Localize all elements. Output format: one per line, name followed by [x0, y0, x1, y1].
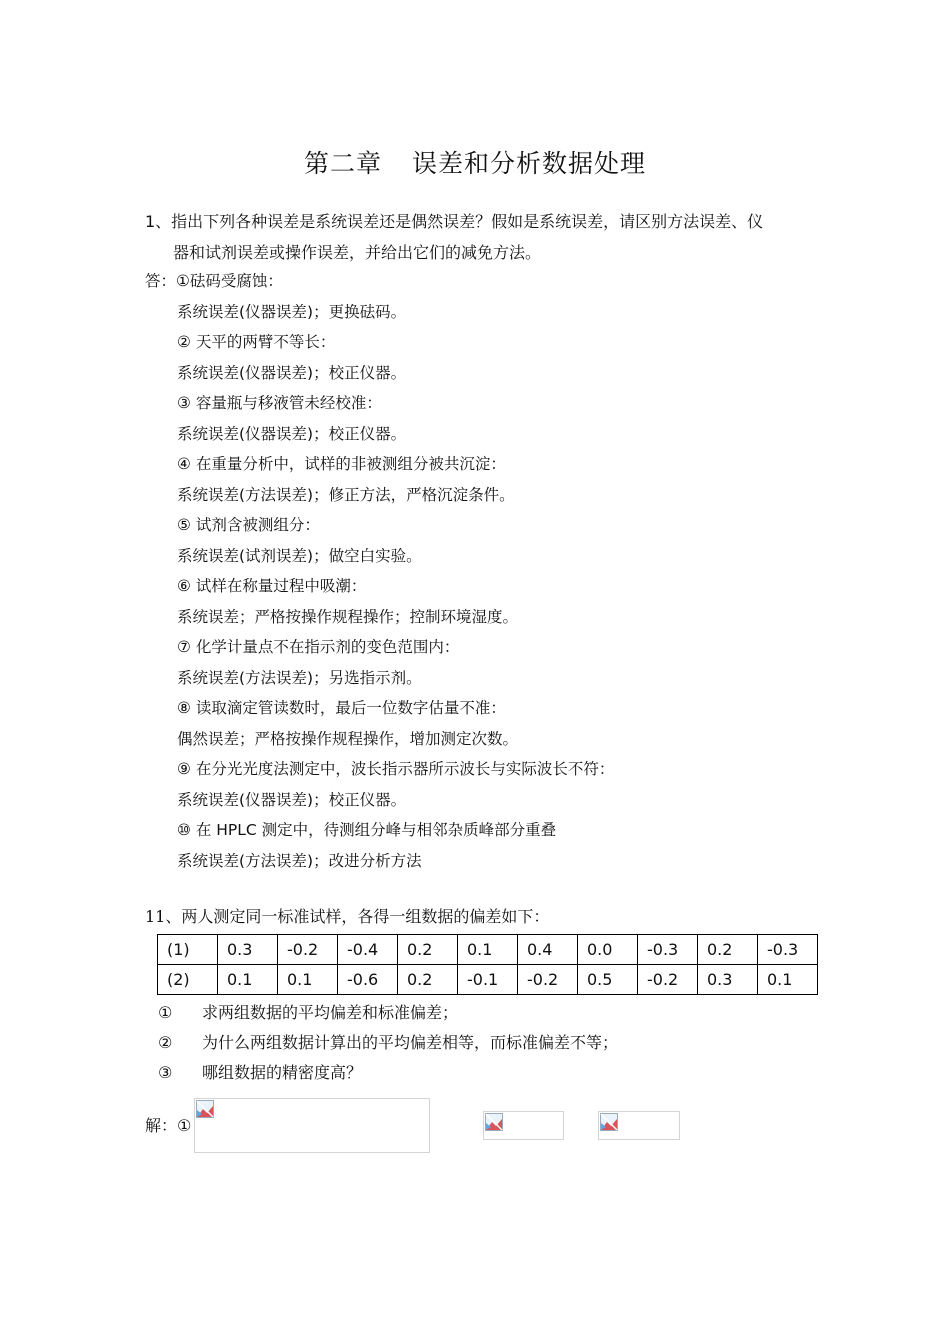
answer-item-5-answer: 系统误差(试剂误差)；做空白实验。 [177, 546, 422, 565]
chapter-name: 误差和分析数据处理 [412, 149, 647, 178]
answer-item-10-answer: 系统误差(方法误差)；改进分析方法 [177, 851, 422, 870]
answer-item-3-answer: 系统误差(仪器误差)；校正仪器。 [177, 424, 407, 443]
table-cell: (1) [158, 935, 218, 965]
table-cell: -0.4 [338, 935, 398, 965]
table-cell: 0.3 [698, 965, 758, 995]
question-11-text: 、两人测定同一标准试样，各得一组数据的偏差如下： [165, 907, 550, 926]
formula-image-2 [483, 1111, 564, 1140]
table-cell: -0.3 [758, 935, 818, 965]
answer-item-2-question: ② 天平的两臂不等长： [177, 333, 336, 351]
table-cell: 0.2 [698, 935, 758, 965]
answer-item-1-answer: 系统误差(仪器误差)；更换砝码。 [177, 302, 407, 321]
question-11 [145, 904, 549, 930]
answer-item-4-question: ④ 在重量分析中，试样的非被测组分被共沉淀： [177, 455, 506, 473]
chapter-number: 第二章 [303, 149, 382, 178]
subquestion-2: ② 为什么两组数据计算出的平均偏差相等，而标准偏差不等； [158, 1033, 619, 1052]
answer-item-10-question: ⑩ 在 HPLC 测定中，待测组分峰与相邻杂质峰部分重叠 [177, 821, 557, 839]
question-1 [145, 206, 810, 268]
solution-label: 解：① [145, 1116, 192, 1135]
question-1-line-2: 器和试剂误差或操作误差，并给出它们的减免方法。 [173, 243, 542, 262]
table-cell: 0.1 [758, 965, 818, 995]
table-cell: 0.5 [578, 965, 638, 995]
table-cell: 0.2 [398, 935, 458, 965]
answer-block [145, 266, 614, 876]
answer-item-1-question: 答：①砝码受腐蚀： [145, 272, 283, 290]
broken-image-icon [196, 1100, 214, 1118]
formula-image-3 [598, 1111, 680, 1140]
answer-item-2-answer: 系统误差(仪器误差)；校正仪器。 [177, 363, 407, 382]
page-title [0, 144, 950, 180]
subquestion-3: ③ 哪组数据的精密度高？ [158, 1063, 363, 1082]
table-row [158, 935, 818, 965]
deviation-table [157, 934, 818, 995]
table-cell: -0.1 [458, 965, 518, 995]
subquestion-list [158, 998, 618, 1088]
table-cell: 0.3 [218, 935, 278, 965]
broken-image-icon [485, 1113, 503, 1131]
table-cell: -0.2 [518, 965, 578, 995]
table-cell: 0.0 [578, 935, 638, 965]
table-row [158, 965, 818, 995]
answer-label: 答： [145, 272, 177, 290]
question-11-number: 11 [145, 907, 166, 926]
formula-image-1 [194, 1098, 430, 1153]
table-cell: (2) [158, 965, 218, 995]
answer-item-6-question: ⑥ 试样在称量过程中吸潮： [177, 577, 367, 595]
answer-item-8-answer: 偶然误差；严格按操作规程操作，增加测定次数。 [177, 729, 519, 748]
table-cell: -0.6 [338, 965, 398, 995]
answer-item-9-answer: 系统误差(仪器误差)；校正仪器。 [177, 790, 407, 809]
table-cell: -0.3 [638, 935, 698, 965]
table-cell: 0.1 [278, 965, 338, 995]
broken-image-icon [600, 1113, 618, 1131]
table-cell: 0.1 [458, 935, 518, 965]
answer-item-7-answer: 系统误差(方法误差)；另选指示剂。 [177, 668, 422, 687]
subquestion-1: ① 求两组数据的平均偏差和标准偏差； [158, 1003, 459, 1022]
answer-item-4-answer: 系统误差(方法误差)；修正方法，严格沉淀条件。 [177, 485, 515, 504]
answer-item-8-question: ⑧ 读取滴定管读数时，最后一位数字估量不准： [177, 699, 506, 717]
table-cell: 0.1 [218, 965, 278, 995]
table-cell: -0.2 [638, 965, 698, 995]
answer-item-9-question: ⑨ 在分光光度法测定中，波长指示器所示波长与实际波长不符： [177, 760, 615, 778]
answer-item-7-question: ⑦ 化学计量点不在指示剂的变色范围内： [177, 638, 460, 656]
table-cell: 0.2 [398, 965, 458, 995]
question-1-line-1: 1、指出下列各种误差是系统误差还是偶然误差？假如是系统误差，请区别方法误差、仪 [145, 212, 764, 231]
answer-item-5-question: ⑤ 试剂含被测组分： [177, 516, 320, 534]
table-cell: 0.4 [518, 935, 578, 965]
answer-item-3-question: ③ 容量瓶与移液管未经校准： [177, 394, 382, 412]
answer-item-6-answer: 系统误差；严格按操作规程操作；控制环境湿度。 [177, 607, 519, 626]
table-cell: -0.2 [278, 935, 338, 965]
